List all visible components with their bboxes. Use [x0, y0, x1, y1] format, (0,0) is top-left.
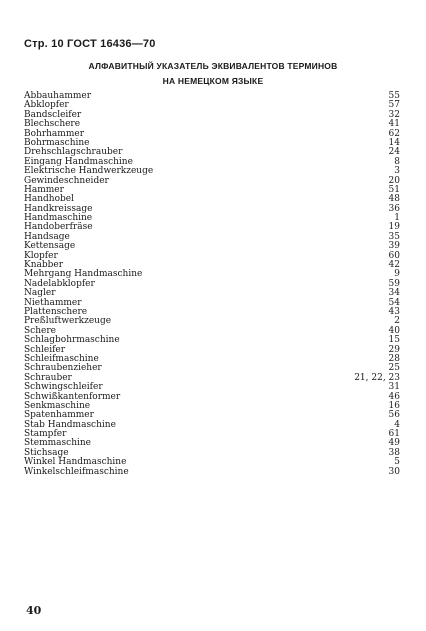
term-label: Handkreissage — [24, 203, 93, 214]
term-number: 49 — [388, 438, 400, 449]
term-label: Abklopfer — [24, 100, 69, 111]
term-number: 32 — [388, 109, 400, 120]
list-item — [24, 252, 400, 261]
term-number: 14 — [388, 137, 400, 148]
term-label: Bandscleifer — [24, 109, 82, 120]
term-label: Preßluftwerkzeuge — [24, 316, 112, 327]
list-item — [24, 439, 400, 448]
term-label: Schleifer — [24, 344, 66, 355]
list-item — [24, 177, 400, 186]
term-number: 41 — [388, 119, 400, 130]
term-number: 4 — [394, 419, 400, 430]
term-number: 9 — [394, 269, 400, 280]
term-number: 42 — [388, 260, 400, 271]
list-item — [24, 364, 400, 373]
term-number: 19 — [388, 222, 400, 233]
term-label: Winkelschleifmaschine — [24, 466, 129, 477]
term-number: 34 — [388, 288, 400, 299]
term-label: Handsage — [24, 231, 70, 242]
term-label: Handmaschine — [24, 213, 93, 224]
list-item — [24, 223, 400, 232]
term-number: 54 — [388, 297, 400, 308]
title-line-1: АЛФАВИТНЫЙ УКАЗАТЕЛЬ ЭКВИВАЛЕНТОВ ТЕРМИНОВ — [88, 61, 338, 71]
page-title — [0, 59, 426, 89]
term-number: 21, 22, 23 — [354, 372, 400, 383]
term-number: 48 — [388, 194, 400, 205]
term-number: 8 — [394, 156, 400, 167]
term-number: 36 — [388, 203, 400, 214]
term-label: Stichsage — [24, 447, 69, 458]
term-label: Abbauhammer — [24, 91, 92, 101]
term-number: 46 — [388, 391, 400, 402]
term-label: Mehrgang Handmaschine — [24, 269, 143, 280]
term-label: Bohrmaschine — [24, 137, 90, 148]
term-label: Schrauber — [24, 372, 72, 383]
list-item — [24, 468, 400, 477]
term-label: Elektrische Handwerkzeuge — [24, 166, 154, 177]
title-line-2: НА НЕМЕЦКОМ ЯЗЫКЕ — [162, 76, 264, 86]
term-number: 60 — [388, 250, 400, 261]
term-label: Knabber — [24, 260, 64, 271]
term-label: Niethammer — [24, 297, 82, 308]
term-number: 39 — [388, 241, 400, 252]
term-number: 1 — [394, 213, 400, 224]
term-label: Senkmaschine — [24, 400, 91, 411]
term-label: Handhobel — [24, 194, 74, 205]
term-number: 29 — [388, 344, 400, 355]
list-item — [24, 111, 400, 120]
term-number: 40 — [388, 325, 400, 336]
term-number: 16 — [388, 400, 400, 411]
list-item — [24, 233, 400, 242]
term-number: 20 — [388, 175, 400, 186]
term-label: Schleifmaschine — [24, 353, 99, 364]
term-number: 59 — [388, 278, 400, 289]
term-number: 5 — [394, 457, 400, 468]
term-label: Stampfer — [24, 429, 67, 440]
term-number: 31 — [388, 382, 400, 393]
term-number: 15 — [388, 335, 400, 346]
term-number: 62 — [388, 128, 400, 139]
term-number: 2 — [394, 316, 400, 327]
term-label: Bohrhammer — [24, 128, 84, 139]
term-label: Nadelabklopfer — [24, 278, 95, 289]
term-label: Schwingschleifer — [24, 382, 103, 393]
term-number: 30 — [388, 466, 400, 477]
term-label: Schraubenzieher — [24, 363, 102, 374]
page-number: 40 — [26, 604, 42, 617]
term-label: Winkel Handmaschine — [24, 457, 127, 468]
term-number: 43 — [388, 306, 400, 317]
term-number: 61 — [388, 429, 400, 440]
term-label: Hammer — [24, 184, 64, 195]
term-label: Schere — [24, 325, 56, 336]
term-label: Drehschlagschrauber — [24, 147, 123, 158]
term-number: 38 — [388, 447, 400, 458]
term-index-list — [24, 92, 400, 477]
term-label: Gewindeschneider — [24, 175, 109, 186]
term-number: 28 — [388, 353, 400, 364]
term-label: Schwißkantenformer — [24, 391, 121, 402]
term-label: Stemmaschine — [24, 438, 91, 449]
term-number: 35 — [388, 231, 400, 242]
term-number: 24 — [388, 147, 400, 158]
list-item — [24, 280, 400, 289]
term-label: Schlagbohrmaschine — [24, 335, 120, 346]
term-label: Stab Handmaschine — [24, 419, 116, 430]
term-label: Nagler — [24, 288, 56, 299]
list-item — [24, 317, 400, 326]
list-item — [24, 421, 400, 430]
page-header: Стр. 10 ГОСТ 16436—70 — [24, 38, 156, 50]
term-label: Plattenschere — [24, 306, 88, 317]
term-number: 56 — [388, 410, 400, 421]
term-label: Klopfer — [24, 250, 58, 261]
term-label: Spatenhammer — [24, 410, 94, 421]
term-label: Blechschere — [24, 119, 81, 130]
term-label: Kettensage — [24, 241, 76, 252]
term-label: Handoberfräse — [24, 222, 93, 233]
term-number: 25 — [388, 363, 400, 374]
list-item — [24, 242, 400, 251]
term-label: Eingang Handmaschine — [24, 156, 133, 167]
list-item — [24, 186, 400, 195]
list-item — [24, 336, 400, 345]
term-number: 55 — [388, 91, 400, 101]
term-number: 51 — [388, 184, 400, 195]
term-number: 57 — [388, 100, 400, 111]
list-item — [24, 92, 400, 101]
term-number: 3 — [394, 166, 400, 177]
